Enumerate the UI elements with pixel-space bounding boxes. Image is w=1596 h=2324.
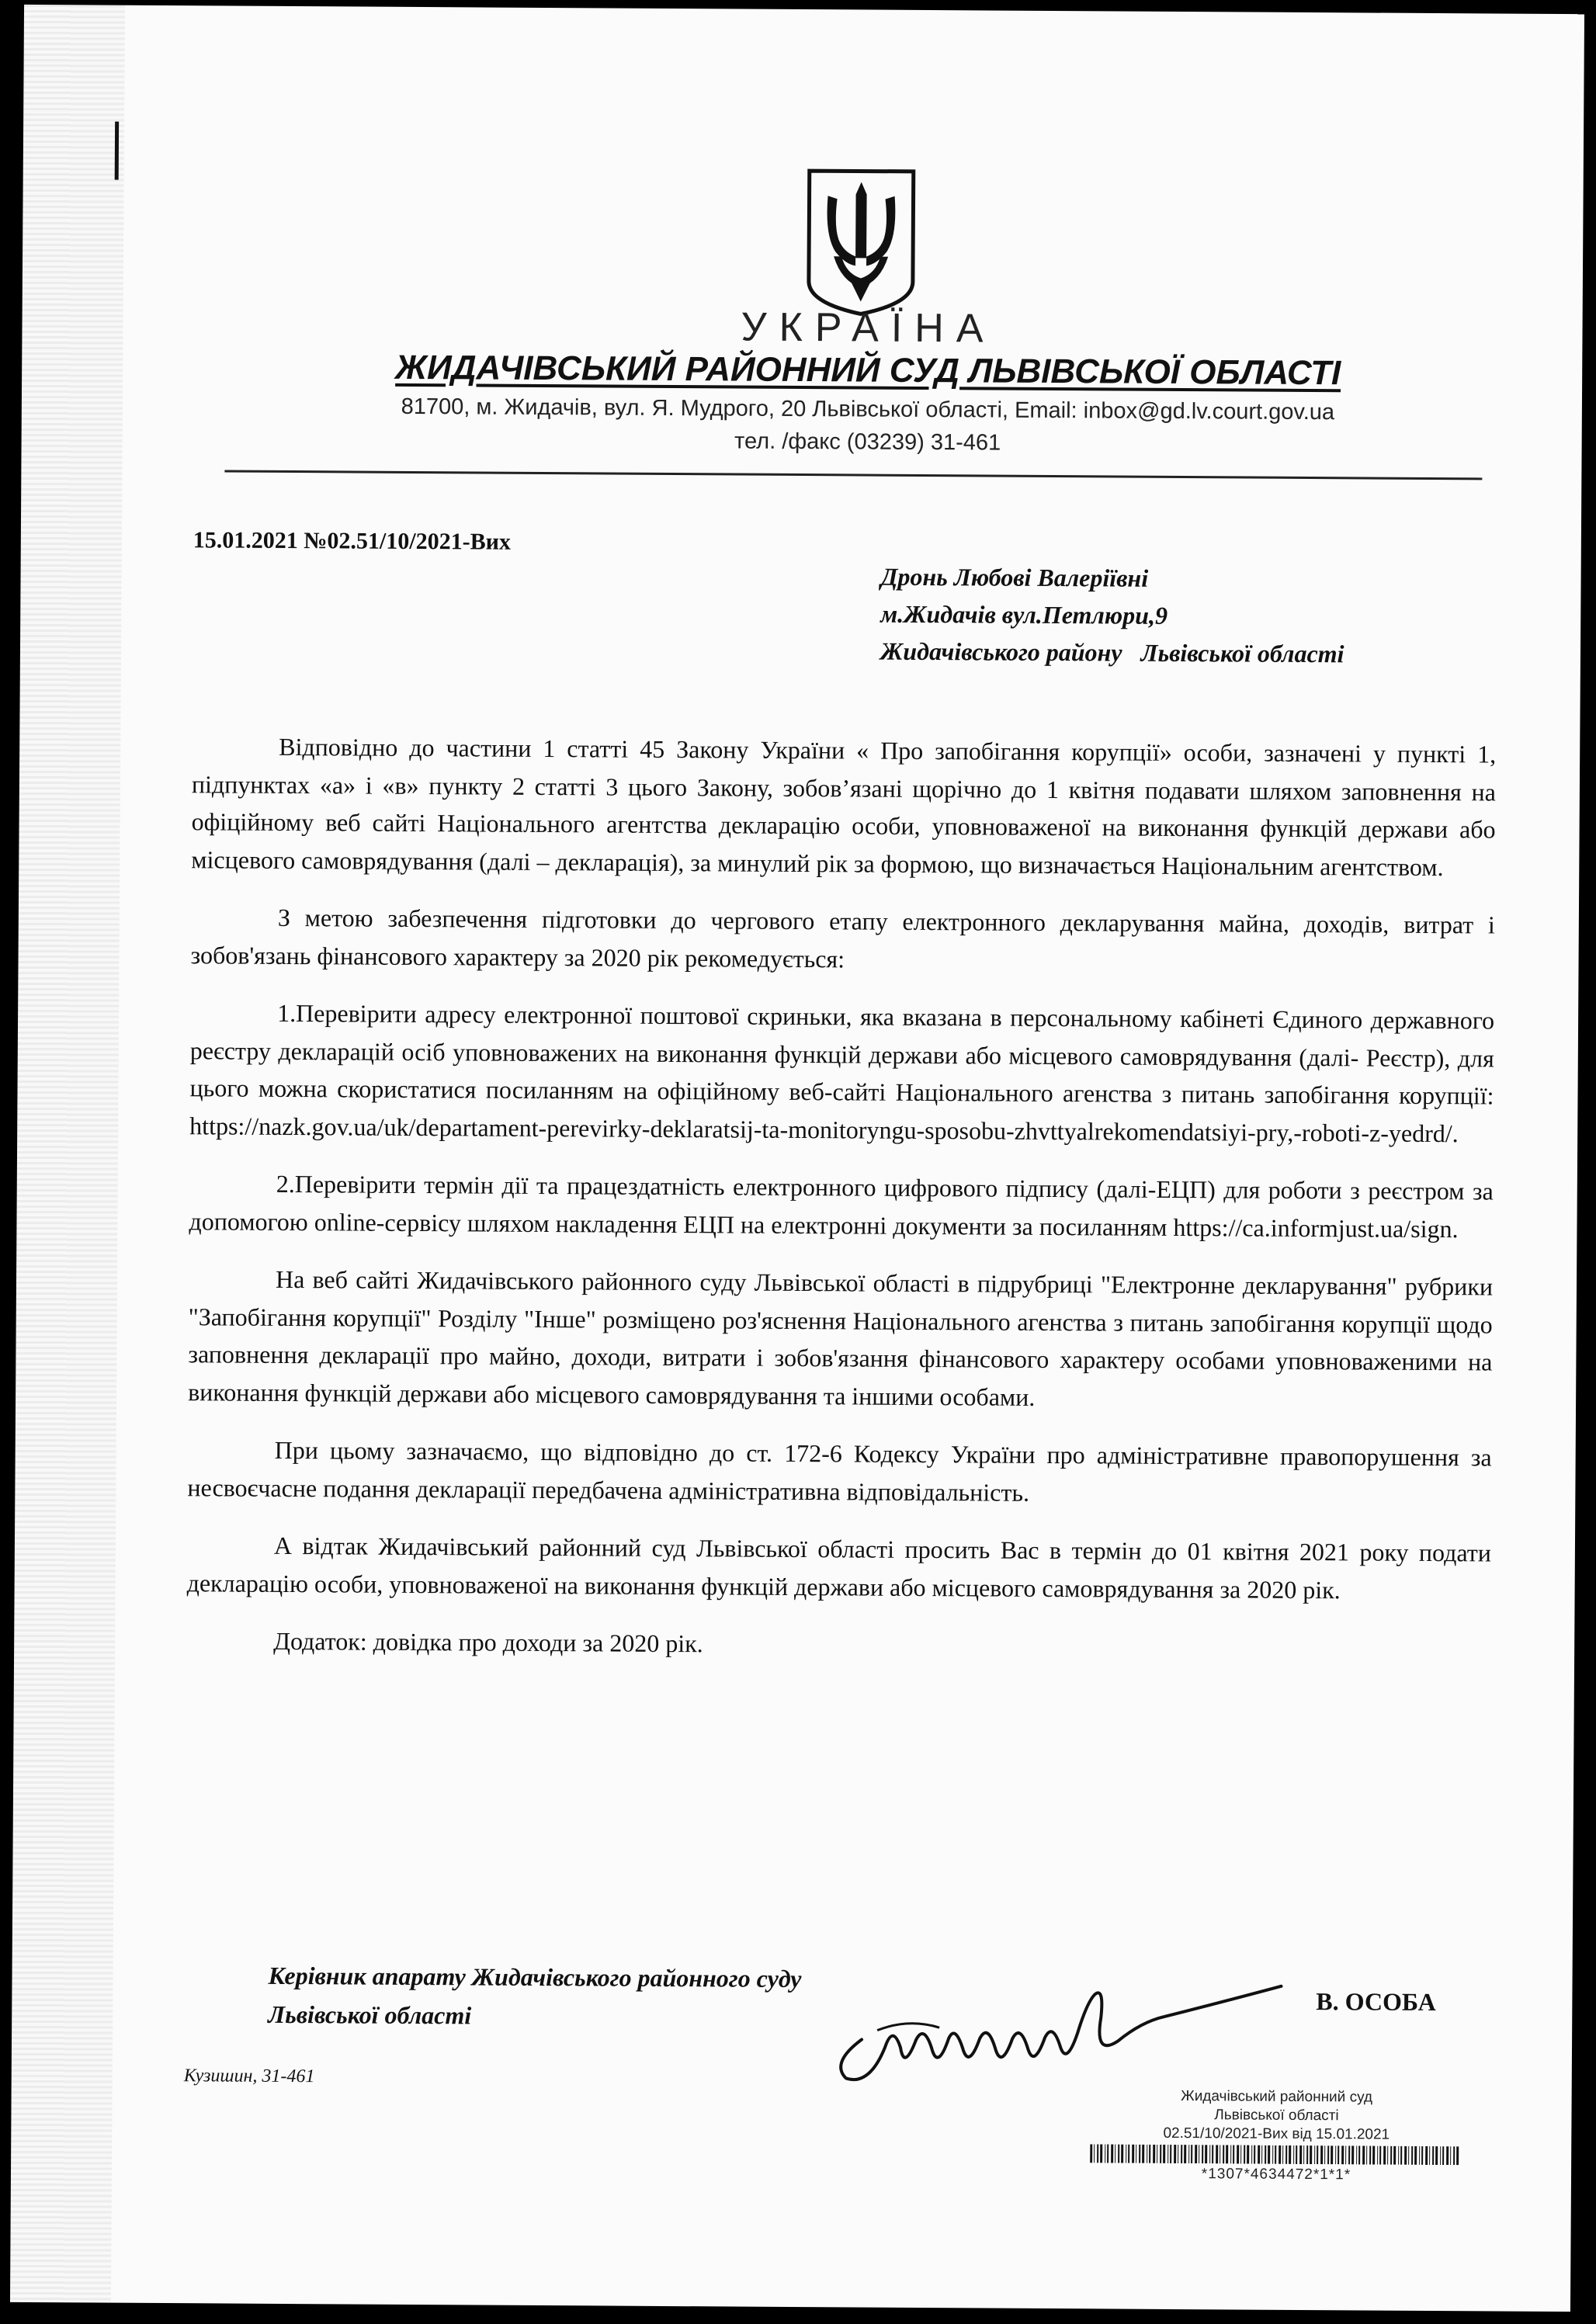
barcode-bar xyxy=(1432,2146,1434,2165)
body-paragraph: На веб сайті Жидачівського районного суду Львівської області в підрубриці "Електронне декларування" рубрики "Запобігання корупції" Розділу "Інше" розміщено роз'яснення Національного агенства з питань запобігання корупції щодо заповнення декларації про майно, доходи, витрати і зобов'язання фінансового характеру особами уповноваженими на виконання функцій держави або місцевого самоврядування та іншими особами. xyxy=(188,1264,1494,1411)
barcode-bar xyxy=(1408,2146,1409,2165)
barcode-bar xyxy=(1139,2145,1140,2163)
barcode-bar xyxy=(1306,2145,1308,2164)
barcode-bar xyxy=(1383,2146,1386,2165)
barcode-bar xyxy=(1251,2145,1252,2164)
barcode-bar xyxy=(1121,2145,1123,2163)
barcode-bar xyxy=(1369,2146,1371,2165)
barcode-bar xyxy=(1446,2146,1449,2165)
barcode-bar xyxy=(1320,2145,1323,2164)
barcode-bar xyxy=(1366,2146,1367,2165)
barcode-bar xyxy=(1237,2145,1239,2163)
barcode-bar xyxy=(1107,2144,1109,2163)
stamp-line1: Жидачівський районний суд xyxy=(1181,2088,1373,2106)
body-paragraph: 1.Перевірити адресу електронної поштової скриньки, яка вказана в персональному кабінеті Єдиного державного реєстру декларацій осіб уповноважених на виконання функцій держави або місцевого самоврядування (далі- Реєстр), для цього можна скористатися посиланням на офіційному веб-сайті Національного агенства з питань запобігання корупції: https://nazk.gov.ua/uk/departament-perevirky-deklaratsij-ta-monitoryngu-sposobu-zhvttyalrekomendatsiyi-pry,-roboti-z-yedrd/. xyxy=(189,998,1495,1147)
attachment-line: Додаток: довідка про доходи за 2020 рік. xyxy=(273,1626,703,1658)
barcode-bar xyxy=(1118,2145,1119,2163)
body-paragraph: При цьому зазначаємо, що відповідно до ст. 172-6 Кодексу України про адміністративне правопорушення за несвоєчасне подання декларації передбачена адміністративна відповідальність. xyxy=(187,1435,1492,1507)
barcode-bar xyxy=(1387,2146,1388,2165)
barcode-bar xyxy=(1097,2144,1098,2163)
barcode-bar xyxy=(1393,2146,1396,2165)
barcode-bar xyxy=(1149,2145,1150,2163)
barcode-bar xyxy=(1377,2146,1378,2165)
barcode-bar xyxy=(1429,2146,1430,2165)
barcode-bar xyxy=(1170,2145,1171,2163)
barcode-bar xyxy=(1296,2145,1297,2164)
barcode-bar xyxy=(1128,2145,1129,2163)
recipient-district: Жидачівського району Львівської області xyxy=(880,636,1344,668)
stamp-line3: 02.51/10/2021-Вих від 15.01.2021 xyxy=(1163,2125,1390,2143)
barcode-bar xyxy=(1450,2146,1451,2165)
signer-name: В. ОСОБА xyxy=(1316,1987,1436,2017)
barcode-bar xyxy=(1411,2146,1413,2165)
barcode-bar xyxy=(1310,2145,1312,2164)
document-sheet xyxy=(10,5,1584,2312)
barcode-bar xyxy=(1212,2145,1213,2163)
scan-mark xyxy=(115,122,119,180)
barcode-bar xyxy=(1317,2145,1318,2164)
executor-info: Кузишин, 31-461 xyxy=(183,2066,315,2087)
court-name-heading: ЖИДАЧІВСЬКИЙ РАЙОННИЙ СУД ЛЬВІВСЬКОЇ ОБЛАСТІ xyxy=(395,348,1341,393)
barcode-bar xyxy=(1240,2145,1241,2164)
trident-icon xyxy=(803,165,920,317)
barcode-bar xyxy=(1209,2145,1210,2163)
recipient-street: м.Жидачів вул.Петлюри,9 xyxy=(880,599,1168,630)
barcode-bar xyxy=(1299,2145,1302,2164)
barcode-bar xyxy=(1453,2146,1455,2165)
barcode-bar xyxy=(1258,2145,1260,2164)
barcode-bar xyxy=(1372,2146,1375,2165)
barcode-bar xyxy=(1254,2145,1255,2164)
body-paragraph: 2.Перевірити термін дії та працездатність електронного цифрового підпису (далі-ЕЦП) для роботи з реєстром за допомогою online-сервісу шляхом накладення ЕЦП на електронні документи за посиланням https://ca.informjust.ua/sign. xyxy=(189,1169,1494,1243)
barcode-bar xyxy=(1362,2145,1365,2164)
barcode-bar xyxy=(1314,2145,1315,2164)
barcode-bar xyxy=(1398,2146,1399,2165)
barcode-bar xyxy=(1244,2145,1245,2164)
barcode-bar xyxy=(1404,2146,1407,2165)
barcode-bar xyxy=(1356,2145,1357,2164)
body-paragraph: З метою забезпечення підготовки до чергового етапу електронного декларування майна, доходів, витрат і зобов'язань фінансового характеру за 2020 рік рекомедується: xyxy=(190,903,1495,973)
court-phone-line: тел. /факс (03239) 31-461 xyxy=(734,428,1001,456)
signer-position-line2: Львівської області xyxy=(268,2000,472,2030)
barcode-bar xyxy=(1272,2145,1273,2164)
barcode-bar xyxy=(1191,2145,1192,2163)
barcode-bar xyxy=(1181,2145,1182,2163)
barcode-bar xyxy=(1440,2146,1441,2165)
court-address-block xyxy=(22,388,1596,463)
barcode-bar xyxy=(1442,2146,1444,2165)
barcode-bar xyxy=(1338,2145,1339,2164)
signer-position-line1: Керівник апарату Жидачівського районного суду xyxy=(268,1961,802,1993)
body-paragraph: Відповідно до частини 1 статті 45 Закону України « Про запобігання корупції» особи, зазначені у пункті 1, підпунктах «а» і «в» пункту 2 статті 3 цього Закону, зобов’язані щорічно до 1 квітня подавати шляхом заповнення на офіційному веб сайті Національного агентства декларацію особи, уповноваженої на виконання функцій держави або місцевого самоврядування (далі – декларація), за минулий рік за формою, що визначається Національним агентством. xyxy=(191,732,1497,881)
country-title: УКРАЇНА xyxy=(741,304,996,352)
barcode-bar xyxy=(1265,2145,1266,2164)
barcode-bar xyxy=(1132,2145,1134,2163)
recipient-block xyxy=(880,558,1549,674)
barcode-bar xyxy=(1348,2145,1350,2164)
barcode-bar xyxy=(1188,2145,1189,2163)
outgoing-number: 15.01.2021 №02.51/10/2021-Вих xyxy=(193,527,512,555)
barcode-bar xyxy=(1324,2145,1325,2164)
barcode-bar xyxy=(1335,2145,1336,2164)
barcode-bar xyxy=(1456,2146,1459,2165)
barcode-bar xyxy=(1435,2146,1438,2165)
header-divider xyxy=(224,470,1482,480)
barcode-bar xyxy=(1216,2145,1218,2163)
barcode-bar xyxy=(1414,2146,1417,2165)
barcode-bar xyxy=(1153,2145,1155,2163)
barcode-bar xyxy=(1268,2145,1270,2164)
barcode-bar xyxy=(1090,2144,1092,2163)
barcode-bar xyxy=(1230,2145,1231,2163)
barcode-bar xyxy=(1261,2145,1262,2164)
barcode-bar xyxy=(1226,2145,1228,2163)
barcode-text: *1307*4634472*1*1* xyxy=(1201,2166,1351,2184)
barcode-bar xyxy=(1247,2145,1249,2164)
barcode-bar xyxy=(1223,2145,1224,2163)
recipient-name: Дронь Любові Валеріївні xyxy=(880,562,1149,592)
barcode-bar xyxy=(1345,2145,1346,2164)
barcode-bar xyxy=(1419,2146,1420,2165)
barcode-bar xyxy=(1327,2145,1329,2164)
barcode-bar xyxy=(1303,2145,1304,2164)
barcode-bar xyxy=(1390,2146,1392,2165)
barcode-bar xyxy=(1293,2145,1294,2164)
barcode-bar xyxy=(1275,2145,1276,2164)
barcode-bar xyxy=(1282,2145,1283,2164)
barcode-bar xyxy=(1425,2146,1428,2165)
barcode-bar xyxy=(1379,2146,1381,2165)
barcode-bar xyxy=(1289,2145,1291,2164)
barcode-bar xyxy=(1094,2144,1095,2163)
barcode xyxy=(1090,2144,1462,2165)
barcode-bar xyxy=(1111,2144,1113,2163)
barcode-bar xyxy=(1205,2145,1207,2163)
barcode-bar xyxy=(1341,2145,1344,2164)
letter-body xyxy=(186,727,1496,1688)
barcode-bar xyxy=(1279,2145,1281,2164)
body-paragraph: А відтак Жидачівський районний суд Львівської області просить Вас в термін до 01 квітня 2021 року подати декларацію особи, уповноваженої на виконання функцій держави або місцевого самоврядування за 2020 рік. xyxy=(186,1531,1492,1604)
stamp-line2: Львівської області xyxy=(1214,2107,1339,2125)
barcode-bar xyxy=(1100,2144,1102,2163)
registration-stamp xyxy=(1059,2086,1494,2185)
barcode-bar xyxy=(1400,2146,1402,2165)
barcode-bar xyxy=(1421,2146,1423,2165)
barcode-bar xyxy=(1331,2145,1333,2164)
barcode-bar xyxy=(1184,2145,1186,2163)
handwritten-signature xyxy=(815,1946,1320,2097)
barcode-bar xyxy=(1174,2145,1176,2163)
barcode-bar xyxy=(1202,2145,1203,2163)
court-address-line: 81700, м. Жидачів, вул. Я. Мудрого, 20 Львівської області, Email: inbox@gd.lv.court.gov.ua xyxy=(401,394,1335,425)
barcode-bar xyxy=(1351,2145,1354,2164)
barcode-bar xyxy=(1142,2145,1144,2163)
barcode-bar xyxy=(1195,2145,1197,2163)
barcode-bar xyxy=(1233,2145,1234,2163)
barcode-bar xyxy=(1160,2145,1161,2163)
barcode-bar xyxy=(1285,2145,1287,2164)
barcode-bar xyxy=(1358,2145,1360,2164)
barcode-bar xyxy=(1163,2145,1165,2163)
